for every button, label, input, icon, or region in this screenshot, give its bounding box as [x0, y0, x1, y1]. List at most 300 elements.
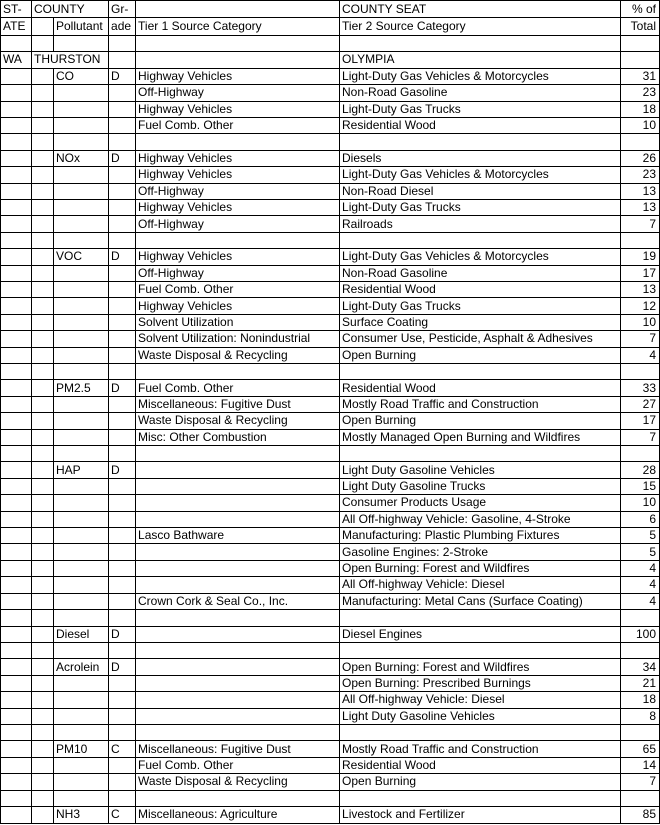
header-grade-bottom: ade — [109, 18, 136, 35]
grade-cell — [109, 511, 136, 527]
county-cell: CO — [54, 68, 109, 84]
percent-cell: 33 — [621, 380, 660, 396]
state-cell — [1, 429, 32, 445]
tier1-cell: Highway Vehicles — [136, 249, 340, 265]
state-cell — [1, 35, 32, 51]
table-row — [1, 642, 660, 658]
state-cell — [1, 528, 32, 544]
tier2-cell: Residential Wood — [340, 117, 621, 133]
tier1-cell: Waste Disposal & Recycling — [136, 413, 340, 429]
tier2-cell: Manufacturing: Plastic Plumbing Fixtures — [340, 528, 621, 544]
percent-cell: 10 — [621, 314, 660, 330]
tier1-cell: Miscellaneous: Fugitive Dust — [136, 741, 340, 757]
percent-cell — [621, 446, 660, 462]
state-cell — [1, 199, 32, 215]
state-cell — [1, 659, 32, 675]
percent-cell: 5 — [621, 528, 660, 544]
indent-cell — [32, 593, 54, 609]
indent-cell — [32, 298, 54, 314]
indent-cell — [32, 199, 54, 215]
state-cell — [1, 577, 32, 593]
table-row — [1, 462, 660, 478]
state-cell — [1, 117, 32, 133]
header-pollutant: Pollutant — [54, 18, 109, 35]
tier1-cell: Lasco Bathware — [136, 528, 340, 544]
tier1-cell — [136, 577, 340, 593]
percent-cell: 31 — [621, 68, 660, 84]
county-cell — [54, 331, 109, 347]
tier1-cell — [136, 642, 340, 658]
tier2-cell — [340, 642, 621, 658]
grade-cell — [109, 117, 136, 133]
indent-cell — [32, 577, 54, 593]
tier1-cell — [136, 52, 340, 68]
indent-cell — [32, 724, 54, 740]
state-cell — [1, 741, 32, 757]
state-cell — [1, 265, 32, 281]
tier1-cell — [136, 544, 340, 560]
percent-cell: 27 — [621, 396, 660, 412]
tier2-cell: Light-Duty Gas Trucks — [340, 298, 621, 314]
county-cell — [54, 314, 109, 330]
county-cell — [54, 708, 109, 724]
county-cell — [54, 528, 109, 544]
table-row — [1, 675, 660, 691]
grade-cell — [109, 577, 136, 593]
indent-cell — [32, 675, 54, 691]
county-cell — [54, 101, 109, 117]
percent-cell: 100 — [621, 626, 660, 642]
indent-cell — [32, 347, 54, 363]
percent-cell: 21 — [621, 675, 660, 691]
indent-cell — [32, 364, 54, 380]
tier1-cell — [136, 626, 340, 642]
tier1-cell: Waste Disposal & Recycling — [136, 774, 340, 790]
tier1-cell: Highway Vehicles — [136, 199, 340, 215]
tier2-cell: Surface Coating — [340, 314, 621, 330]
indent-cell — [32, 167, 54, 183]
indent-cell — [32, 413, 54, 429]
header-row-1 — [1, 1, 660, 18]
header-grade-top: Gr- — [109, 1, 136, 18]
grade-cell — [109, 85, 136, 101]
tier2-cell: Consumer Use, Pesticide, Asphalt & Adhesives — [340, 331, 621, 347]
table-row — [1, 806, 660, 823]
grade-cell — [109, 281, 136, 297]
tier1-cell: Off-Highway — [136, 183, 340, 199]
county-cell — [54, 134, 109, 150]
tier2-cell: Mostly Road Traffic and Construction — [340, 741, 621, 757]
percent-cell: 4 — [621, 593, 660, 609]
indent-cell — [32, 314, 54, 330]
county-cell — [54, 511, 109, 527]
tier1-cell: Highway Vehicles — [136, 101, 340, 117]
state-cell — [1, 347, 32, 363]
percent-cell: 28 — [621, 462, 660, 478]
state-cell — [1, 774, 32, 790]
tier2-cell: Light Duty Gasoline Vehicles — [340, 462, 621, 478]
state-cell — [1, 593, 32, 609]
header-county-top: COUNTY — [32, 1, 109, 18]
tier1-cell: Highway Vehicles — [136, 68, 340, 84]
county-cell — [54, 85, 109, 101]
table-row — [1, 708, 660, 724]
grade-cell — [109, 675, 136, 691]
county-cell: HAP — [54, 462, 109, 478]
county-cell: THURSTON — [32, 52, 109, 68]
indent-cell — [32, 544, 54, 560]
tier1-cell: Solvent Utilization: Nonindustrial — [136, 331, 340, 347]
tier1-cell — [136, 446, 340, 462]
header-state-top: ST- — [1, 1, 32, 18]
grade-cell: C — [109, 806, 136, 823]
county-cell — [54, 183, 109, 199]
county-cell — [54, 429, 109, 445]
header-tier2: Tier 2 Source Category — [340, 18, 621, 35]
tier1-cell — [136, 478, 340, 494]
grade-cell — [109, 774, 136, 790]
grade-cell — [109, 183, 136, 199]
table-row — [1, 364, 660, 380]
header-pct-total: Total — [621, 18, 660, 35]
table-row — [1, 396, 660, 412]
indent-cell — [32, 380, 54, 396]
table-row — [1, 347, 660, 363]
table-row — [1, 478, 660, 494]
state-cell — [1, 692, 32, 708]
tier2-cell — [340, 446, 621, 462]
county-cell — [54, 642, 109, 658]
table-row — [1, 413, 660, 429]
tier1-cell — [136, 790, 340, 806]
tier2-cell: Gasoline Engines: 2-Stroke — [340, 544, 621, 560]
percent-cell — [621, 610, 660, 626]
county-cell — [54, 577, 109, 593]
grade-cell — [109, 134, 136, 150]
table-row — [1, 446, 660, 462]
state-cell — [1, 560, 32, 576]
county-cell: VOC — [54, 249, 109, 265]
grade-cell — [109, 544, 136, 560]
state-cell — [1, 790, 32, 806]
tier2-cell — [340, 364, 621, 380]
tier2-cell: Consumer Products Usage — [340, 495, 621, 511]
grade-cell — [109, 528, 136, 544]
percent-cell — [621, 134, 660, 150]
table-row — [1, 757, 660, 773]
percent-cell: 13 — [621, 281, 660, 297]
tier2-cell — [340, 35, 621, 51]
percent-cell: 23 — [621, 85, 660, 101]
tier1-cell: Fuel Comb. Other — [136, 117, 340, 133]
county-cell: NOx — [54, 150, 109, 166]
tier2-cell: Open Burning — [340, 774, 621, 790]
tier2-cell: Light-Duty Gas Vehicles & Motorcycles — [340, 167, 621, 183]
indent-cell — [32, 446, 54, 462]
tier2-cell: Diesel Engines — [340, 626, 621, 642]
state-cell: WA — [1, 52, 32, 68]
tier2-cell: Railroads — [340, 216, 621, 232]
grade-cell — [109, 232, 136, 248]
tier1-cell: Fuel Comb. Other — [136, 380, 340, 396]
state-cell — [1, 511, 32, 527]
table-row — [1, 495, 660, 511]
percent-cell: 26 — [621, 150, 660, 166]
table-row — [1, 593, 660, 609]
county-cell: PM10 — [54, 741, 109, 757]
indent-cell — [32, 281, 54, 297]
grade-cell — [109, 347, 136, 363]
percent-cell: 4 — [621, 560, 660, 576]
county-cell — [54, 364, 109, 380]
tier2-cell: Light Duty Gasoline Trucks — [340, 478, 621, 494]
percent-cell: 7 — [621, 429, 660, 445]
percent-cell — [621, 232, 660, 248]
table-row — [1, 610, 660, 626]
indent-cell — [32, 183, 54, 199]
header-tier1: Tier 1 Source Category — [136, 18, 340, 35]
county-cell — [54, 692, 109, 708]
indent-cell — [32, 331, 54, 347]
percent-cell: 6 — [621, 511, 660, 527]
grade-cell — [109, 446, 136, 462]
indent-cell — [32, 478, 54, 494]
grade-cell — [109, 708, 136, 724]
tier2-cell: Light-Duty Gas Vehicles & Motorcycles — [340, 249, 621, 265]
grade-cell: D — [109, 68, 136, 84]
tier1-cell: Waste Disposal & Recycling — [136, 347, 340, 363]
state-cell — [1, 495, 32, 511]
table-row — [1, 741, 660, 757]
county-cell: NH3 — [54, 806, 109, 823]
indent-cell — [32, 757, 54, 773]
table-row — [1, 249, 660, 265]
percent-cell — [621, 724, 660, 740]
table-row — [1, 265, 660, 281]
table-row — [1, 577, 660, 593]
table-row — [1, 774, 660, 790]
county-cell — [54, 232, 109, 248]
percent-cell — [621, 642, 660, 658]
tier2-cell — [340, 790, 621, 806]
table-row — [1, 380, 660, 396]
tier2-cell — [340, 232, 621, 248]
tier1-cell: Highway Vehicles — [136, 150, 340, 166]
grade-cell — [109, 610, 136, 626]
tier2-cell: Residential Wood — [340, 281, 621, 297]
table-row — [1, 314, 660, 330]
tier2-cell: Mostly Managed Open Burning and Wildfires — [340, 429, 621, 445]
state-cell — [1, 298, 32, 314]
indent-cell — [32, 511, 54, 527]
tier1-cell: Fuel Comb. Other — [136, 757, 340, 773]
tier1-cell: Solvent Utilization — [136, 314, 340, 330]
state-cell — [1, 724, 32, 740]
tier2-cell: Livestock and Fertilizer — [340, 806, 621, 823]
county-cell — [54, 478, 109, 494]
grade-cell — [109, 52, 136, 68]
percent-cell: 12 — [621, 298, 660, 314]
grade-cell — [109, 396, 136, 412]
table-row — [1, 35, 660, 51]
indent-cell — [32, 396, 54, 412]
tier1-cell — [136, 462, 340, 478]
table-row — [1, 659, 660, 675]
table-row — [1, 183, 660, 199]
county-cell: PM2.5 — [54, 380, 109, 396]
state-cell — [1, 331, 32, 347]
tier1-cell — [136, 724, 340, 740]
state-cell — [1, 249, 32, 265]
indent-cell — [32, 101, 54, 117]
grade-cell — [109, 199, 136, 215]
county-cell — [54, 724, 109, 740]
tier1-cell — [136, 495, 340, 511]
table-row — [1, 331, 660, 347]
percent-cell: 34 — [621, 659, 660, 675]
state-cell — [1, 364, 32, 380]
grade-cell: C — [109, 741, 136, 757]
percent-cell: 7 — [621, 331, 660, 347]
indent-cell — [32, 35, 54, 51]
state-cell — [1, 396, 32, 412]
tier1-cell: Crown Cork & Seal Co., Inc. — [136, 593, 340, 609]
county-cell: Acrolein — [54, 659, 109, 675]
tier2-cell — [340, 134, 621, 150]
grade-cell — [109, 642, 136, 658]
state-cell — [1, 675, 32, 691]
grade-cell — [109, 790, 136, 806]
grade-cell — [109, 167, 136, 183]
county-cell — [54, 199, 109, 215]
tier2-cell: All Off-highway Vehicle: Diesel — [340, 577, 621, 593]
indent-cell — [32, 659, 54, 675]
header-county-seat: COUNTY SEAT — [340, 1, 621, 18]
table-row — [1, 626, 660, 642]
tier2-cell: All Off-highway Vehicle: Diesel — [340, 692, 621, 708]
indent-cell — [32, 232, 54, 248]
indent-cell — [32, 249, 54, 265]
table-row — [1, 281, 660, 297]
table-row — [1, 790, 660, 806]
county-cell — [54, 167, 109, 183]
grade-cell — [109, 101, 136, 117]
table-row — [1, 692, 660, 708]
indent-cell — [32, 528, 54, 544]
percent-cell: 4 — [621, 577, 660, 593]
grade-cell — [109, 757, 136, 773]
grade-cell — [109, 35, 136, 51]
percent-cell: 18 — [621, 101, 660, 117]
indent-cell — [32, 790, 54, 806]
state-cell — [1, 134, 32, 150]
tier2-cell: Open Burning: Forest and Wildfires — [340, 560, 621, 576]
percent-cell: 5 — [621, 544, 660, 560]
indent-cell — [32, 774, 54, 790]
header-pollutant-gutter — [32, 18, 54, 35]
tier2-cell: Diesels — [340, 150, 621, 166]
tier2-cell: Open Burning — [340, 347, 621, 363]
tier2-cell: Non-Road Gasoline — [340, 265, 621, 281]
tier1-cell: Off-Highway — [136, 216, 340, 232]
indent-cell — [32, 134, 54, 150]
county-cell: Diesel — [54, 626, 109, 642]
percent-cell: 17 — [621, 413, 660, 429]
tier2-cell: Open Burning — [340, 413, 621, 429]
tier1-cell — [136, 560, 340, 576]
percent-cell — [621, 790, 660, 806]
state-cell — [1, 380, 32, 396]
tier1-cell: Miscellaneous: Agriculture — [136, 806, 340, 823]
tier2-cell: Residential Wood — [340, 757, 621, 773]
table-row — [1, 117, 660, 133]
table-row — [1, 150, 660, 166]
percent-cell — [621, 52, 660, 68]
grade-cell — [109, 560, 136, 576]
county-cell — [54, 790, 109, 806]
percent-cell: 13 — [621, 183, 660, 199]
state-cell — [1, 610, 32, 626]
tier1-cell: Off-Highway — [136, 85, 340, 101]
tier1-cell — [136, 232, 340, 248]
state-cell — [1, 85, 32, 101]
table-row — [1, 85, 660, 101]
tier1-cell: Highway Vehicles — [136, 298, 340, 314]
table-row — [1, 528, 660, 544]
table-row — [1, 724, 660, 740]
tier2-cell: Open Burning: Forest and Wildfires — [340, 659, 621, 675]
grade-cell — [109, 364, 136, 380]
tier1-cell — [136, 659, 340, 675]
county-cell — [54, 774, 109, 790]
state-cell — [1, 68, 32, 84]
tier2-cell: Non-Road Diesel — [340, 183, 621, 199]
percent-cell: 18 — [621, 692, 660, 708]
state-cell — [1, 642, 32, 658]
state-cell — [1, 183, 32, 199]
table-row — [1, 134, 660, 150]
grade-cell — [109, 724, 136, 740]
percent-cell: 10 — [621, 495, 660, 511]
percent-cell: 7 — [621, 216, 660, 232]
indent-cell — [32, 150, 54, 166]
indent-cell — [32, 495, 54, 511]
tier1-cell — [136, 511, 340, 527]
percent-cell: 85 — [621, 806, 660, 823]
state-cell — [1, 708, 32, 724]
table-row — [1, 232, 660, 248]
tier2-cell: Non-Road Gasoline — [340, 85, 621, 101]
tier2-cell: Open Burning: Prescribed Burnings — [340, 675, 621, 691]
county-cell — [54, 757, 109, 773]
percent-cell: 15 — [621, 478, 660, 494]
state-cell — [1, 462, 32, 478]
tier2-cell: Light-Duty Gas Vehicles & Motorcycles — [340, 68, 621, 84]
tier1-cell — [136, 364, 340, 380]
county-cell — [54, 446, 109, 462]
grade-cell: D — [109, 462, 136, 478]
state-cell — [1, 478, 32, 494]
state-cell — [1, 281, 32, 297]
state-cell — [1, 167, 32, 183]
county-cell — [54, 544, 109, 560]
tier2-cell: Manufacturing: Metal Cans (Surface Coating) — [340, 593, 621, 609]
tier1-cell — [136, 708, 340, 724]
state-cell — [1, 232, 32, 248]
indent-cell — [32, 85, 54, 101]
table-row — [1, 216, 660, 232]
indent-cell — [32, 462, 54, 478]
